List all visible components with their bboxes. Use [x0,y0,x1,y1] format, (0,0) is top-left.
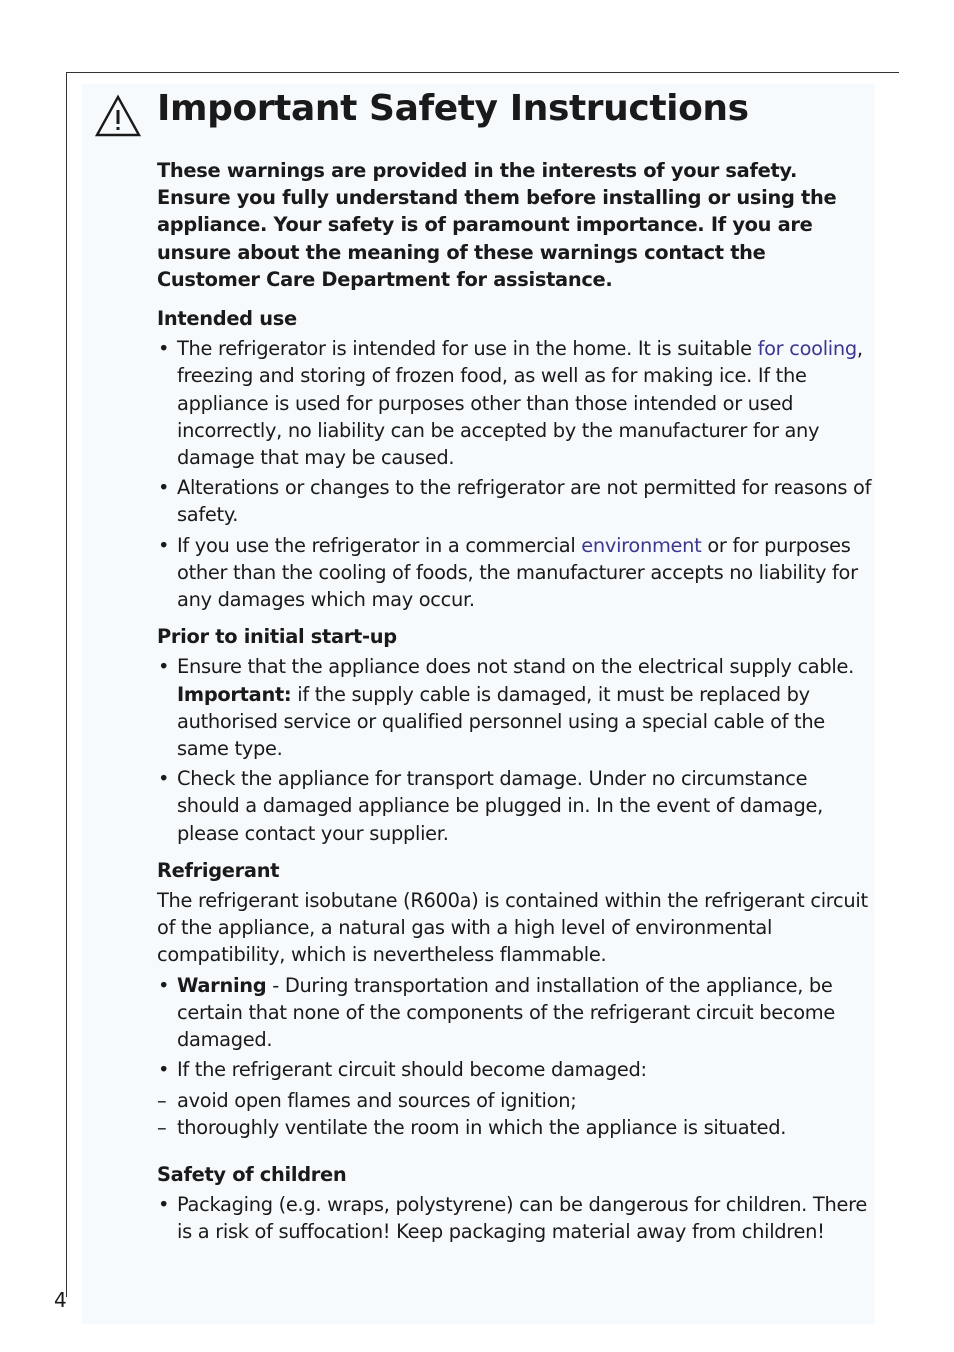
section-intended-use [157,305,873,613]
page-title: Important Safety Instructions [157,88,749,129]
top-rule [66,72,899,73]
item-text: Ensure that the appliance does not stand on the electrical supply cable. [177,655,854,679]
refrigerant-paragraph: The refrigerant isobutane (R600a) is contained within the refrigerant circuit of the appliance, a natural gas with a high level of environmental compatibility, which is nevertheless flammable. [157,889,868,967]
glossary-link[interactable]: for cooling [757,337,857,361]
section-children [157,1161,873,1246]
list-item [157,1056,873,1083]
item-text: If you use the refrigerator in a commercial [177,533,582,557]
item-text: If the refrigerant circuit should become damaged: [177,1058,647,1082]
list-item [157,1191,873,1245]
left-rule [66,72,67,1297]
safety-content [157,157,873,1256]
item-text: The refrigerator is intended for use in the home. It is suitable [177,337,758,361]
section-prior-startup [157,623,873,847]
item-text: thoroughly ventilate the room in which the appliance is situated. [177,1115,787,1139]
intro-paragraph: These warnings are provided in the interests of your safety. Ensure you fully understand them before installing or using the appliance. Your safety is of paramount importance. If you are unsure about the meaning of these warnings contact the Customer Care Department for assistance. [157,159,837,291]
dash-item [157,1087,873,1114]
item-text: Alterations or changes to the refrigerator are not permitted for reasons of safety. [177,476,872,527]
emphasis-label: Warning [177,973,267,997]
item-text: , freezing and storing of frozen food, as well as for making ice. If the appliance is used for purposes other than those intended or used incorrectly, no liability can be accepted by the manufacturer for any damage that may be caused. [177,337,863,470]
list-item [157,653,873,762]
warning-triangle-icon [94,94,142,138]
section-heading: Intended use [157,307,297,331]
glossary-link[interactable]: environment [581,533,702,557]
item-text: avoid open flames and sources of ignition; [177,1088,577,1112]
list-item [157,532,873,614]
item-text: or for purposes other than the cooling of foods, the manufacturer accepts no liability for any damages which may occur. [177,533,858,612]
list-item [157,335,873,471]
item-text: if the supply cable is damaged, it must be replaced by authorised service or qualified personnel using a special cable of the same type. [177,682,825,761]
list-item [157,765,873,847]
item-text: - During transportation and installation of the appliance, be certain that none of the components of the refrigerant circuit become damaged. [177,973,836,1052]
item-text: Check the appliance for transport damage. Under no circumstance should a damaged appliance be plugged in. In the event of damage, please contact your supplier. [177,767,824,845]
item-text: Packaging (e.g. wraps, polystyrene) can be dangerous for children. There is a risk of suffocation! Keep packaging material away from children! [177,1193,867,1244]
list-item [157,474,873,528]
dash-item [157,1114,873,1141]
page-number: 4 [54,1288,67,1312]
section-refrigerant [157,857,873,1141]
section-heading: Safety of children [157,1162,347,1186]
emphasis-label: Important: [177,682,292,706]
list-item [157,972,873,1054]
section-heading: Refrigerant [157,858,280,882]
section-heading: Prior to initial start-up [157,625,397,649]
